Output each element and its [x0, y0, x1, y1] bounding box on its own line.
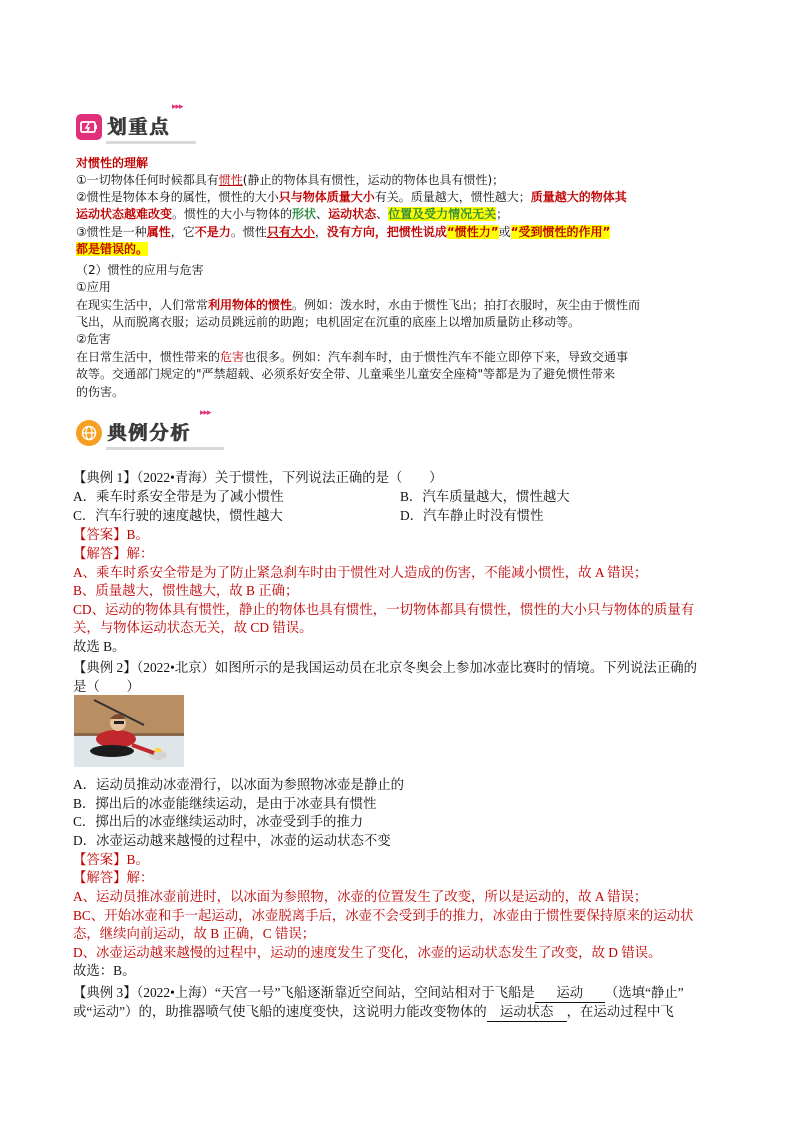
kp-line-7: ①应用	[76, 280, 111, 294]
ex1-option-c: C．汽车行驶的速度越快，惯性越大	[73, 508, 283, 523]
ex1-solution-line: CD、运动的物体具有惯性，静止的物体也具有惯性，一切物体都具有惯性，惯性的大小只与物体的质量有	[73, 602, 695, 617]
kp-line-4: ③惯性是一种属性，它不是力。惯性只有大小，没有方向，把惯性说成“惯性力”或“受到惯性的作用”	[76, 225, 611, 239]
ex3-question-cont: 或“运动”）的，助推器喷气使飞船的速度变快，这说明力能改变物体的 运动状态 ，在运动过程中飞	[73, 1003, 674, 1022]
ex2-question-cont: 是（ ）	[73, 679, 140, 694]
ex2-solution-line: D、冰壶运动越来越慢的过程中，运动的速度发生了变化，冰壶的运动状态发生了改变，故 D 错误。	[73, 945, 662, 960]
header-underline	[106, 141, 196, 144]
ex2-solution-line: 态，继续向前运动，故 B 正确，C 错误；	[73, 926, 316, 941]
ex1-option-d: D．汽车静止时没有惯性	[400, 508, 544, 523]
kp-line-13: 的伤害。	[76, 385, 125, 399]
kp-line-8: 在现实生活中，人们常常利用物体的惯性。例如：泼水时，水由于惯性飞出；拍打衣服时，灰尘由于惯性而	[76, 298, 641, 312]
ex1-conclusion: 故选 B。	[73, 639, 126, 654]
ex3-question: 【典例 3】（2022•上海）“天宫一号”飞船逐渐靠近空间站，空间站相对于飞船是 运动 （选填“静止”	[73, 984, 684, 1003]
ex2-answer: 【答案】B。	[73, 852, 149, 867]
ex2-option-d: D．冰壶运动越来越慢的过程中，冰壶的运动状态不变	[73, 833, 391, 848]
battery-icon	[76, 114, 102, 140]
section-title: 典例分析	[107, 422, 192, 444]
ex2-option-c: C．掷出后的冰壶继续运动时，冰壶受到手的推力	[73, 814, 364, 829]
curling-photo	[74, 695, 184, 767]
ex2-conclusion: 故选：B。	[73, 963, 136, 978]
ex2-solution-line: BC、开始冰壶和手一起运动，冰壶脱离手后，冰壶不会受到手的推力，冰壶由于惯性要保持原来的运动状	[73, 908, 694, 923]
kp-line-1: ①一切物体任何时候都具有惯性(静止的物体具有惯性，运动的物体也具有惯性)；	[76, 173, 505, 187]
kp-line-3: 运动状态越难改变。惯性的大小与物体的形状、运动状态、位置及受力情况无关；	[76, 207, 509, 221]
ex1-solution-label: 【解答】解：	[73, 546, 154, 561]
ex1-answer: 【答案】B。	[73, 527, 149, 542]
section-title: 划重点	[107, 116, 171, 138]
ex2-option-b: B．掷出后的冰壶能继续运动，是由于冰壶具有惯性	[73, 796, 377, 811]
ex2-option-a: A．运动员推动冰壶滑行，以冰面为参照物冰壶是静止的	[73, 777, 405, 792]
section-header-keypoints	[76, 102, 183, 140]
ex1-question: 【典例 1】（2022•青海）关于惯性，下列说法正确的是（ ）	[73, 470, 443, 485]
answer-blank: 运动	[535, 984, 605, 1003]
ex1-solution-line: 关，与物体运动状态无关，故 CD 错误。	[73, 620, 313, 635]
ex2-solution-label: 【解答】解：	[73, 870, 154, 885]
section-header-examples	[76, 408, 211, 446]
kp-line-2: ②惯性是物体本身的属性，惯性的大小只与物体质量大小有关。质量越大，惯性越大；质量越大的物体其	[76, 190, 627, 204]
ex1-option-a: A．乘车时系安全带是为了减小惯性	[73, 489, 284, 504]
kp-line-11: 在日常生活中，惯性带来的危害也很多。例如：汽车刹车时，由于惯性汽车不能立即停下来，导致交通事	[76, 350, 629, 364]
ex1-option-b: B．汽车质量越大，惯性越大	[400, 489, 570, 504]
kp-line-6: （2）惯性的应用与危害	[76, 263, 204, 277]
globe-icon	[76, 420, 102, 446]
arrow-decoration-icon: ▸▸▸	[172, 102, 183, 112]
kp-title: 对惯性的理解	[76, 156, 149, 170]
kp-line-9: 飞出，从而脱离衣服；运动员跳远前的助跑；电机固定在沉重的底座上以增加质量防止移动等。	[76, 315, 581, 329]
header-underline	[106, 447, 224, 450]
kp-line-10: ②危害	[76, 332, 111, 346]
ex2-solution-line: A、运动员推冰壶前进时，以冰面为参照物，冰壶的位置发生了改变，所以是运动的，故 A 错误；	[73, 889, 648, 904]
arrow-decoration-icon: ▸▸▸	[200, 408, 211, 418]
kp-line-5: 都是错误的。	[76, 242, 149, 256]
answer-blank: 运动状态	[487, 1003, 567, 1022]
ex2-question: 【典例 2】（2022•北京）如图所示的是我国运动员在北京冬奥会上参加冰壶比赛时的情境。下列说法正确的	[73, 660, 697, 675]
kp-line-12: 故等。交通部门规定的"严禁超载、必须系好安全带、儿童乘坐儿童安全座椅"等都是为了避免惯性带来	[76, 367, 616, 381]
ex1-solution-line: B、质量越大，惯性越大，故 B 正确；	[73, 583, 299, 598]
ex1-solution-line: A、乘车时系安全带是为了防止紧急刹车时由于惯性对人造成的伤害，不能减小惯性，故 A 错误；	[73, 565, 648, 580]
